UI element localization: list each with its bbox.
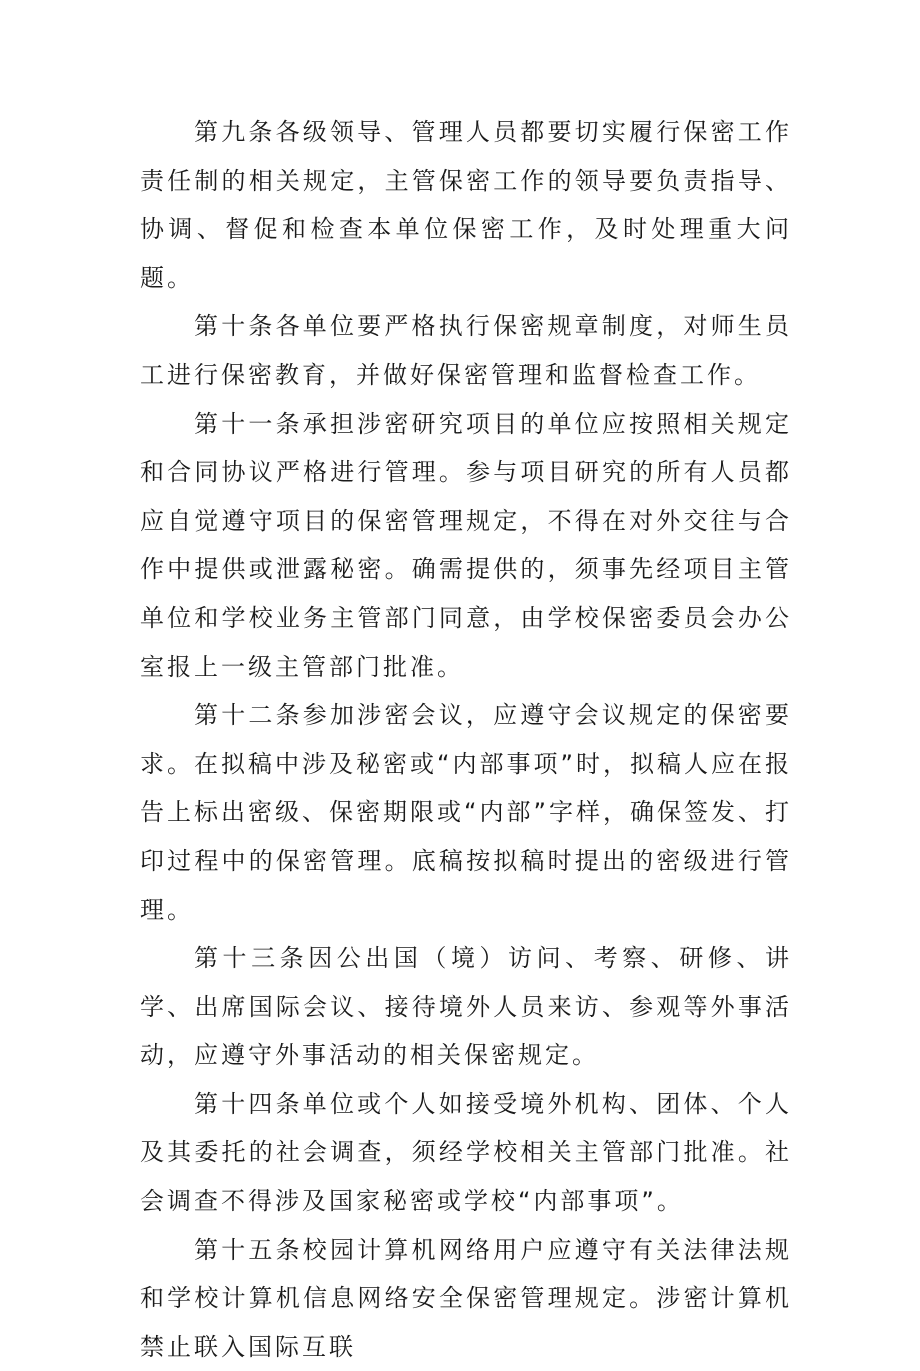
article-14-paragraph: 第十四条单位或个人如接受境外机构、团体、个人及其委托的社会调查，须经学校相关主管部门批准。社会调查不得涉及国家秘密或学校“内部事项”。	[140, 1089, 792, 1216]
article-11-paragraph: 第十一条承担涉密研究项目的单位应按照相关规定和合同协议严格进行管理。参与项目研究的所有人员都应自觉遵守项目的保密管理规定，不得在对外交往与合作中提供或泄露秘密。确需提供的，须事先经项目主管单位和学校业务主管部门同意，由学校保密委员会办公室报上一级主管部门批准。	[140, 409, 792, 681]
article-10-paragraph: 第十条各单位要严格执行保密规章制度，对师生员工进行保密教育，并做好保密管理和监督检查工作。	[140, 312, 792, 389]
article-13-paragraph: 第十三条因公出国（境）访问、考察、研修、讲学、出席国际会议、接待境外人员来访、参观等外事活动，应遵守外事活动的相关保密规定。	[140, 944, 792, 1070]
article-9-paragraph: 第九条各级领导、管理人员都要切实履行保密工作责任制的相关规定，主管保密工作的领导要负责指导、协调、督促和检查本单位保密工作，及时处理重大问题。	[140, 118, 792, 292]
article-12-paragraph: 第十二条参加涉密会议，应遵守会议规定的保密要求。在拟稿中涉及秘密或“内部事项”时，拟稿人应在报告上标出密级、保密期限或“内部”字样，确保签发、打印过程中的保密管理。底稿按拟稿时提出的密级进行管理。	[140, 701, 792, 924]
article-15-paragraph: 第十五条校园计算机网络用户应遵守有关法律法规和学校计算机信息网络安全保密管理规定。涉密计算机禁止联入国际互联	[140, 1235, 792, 1361]
